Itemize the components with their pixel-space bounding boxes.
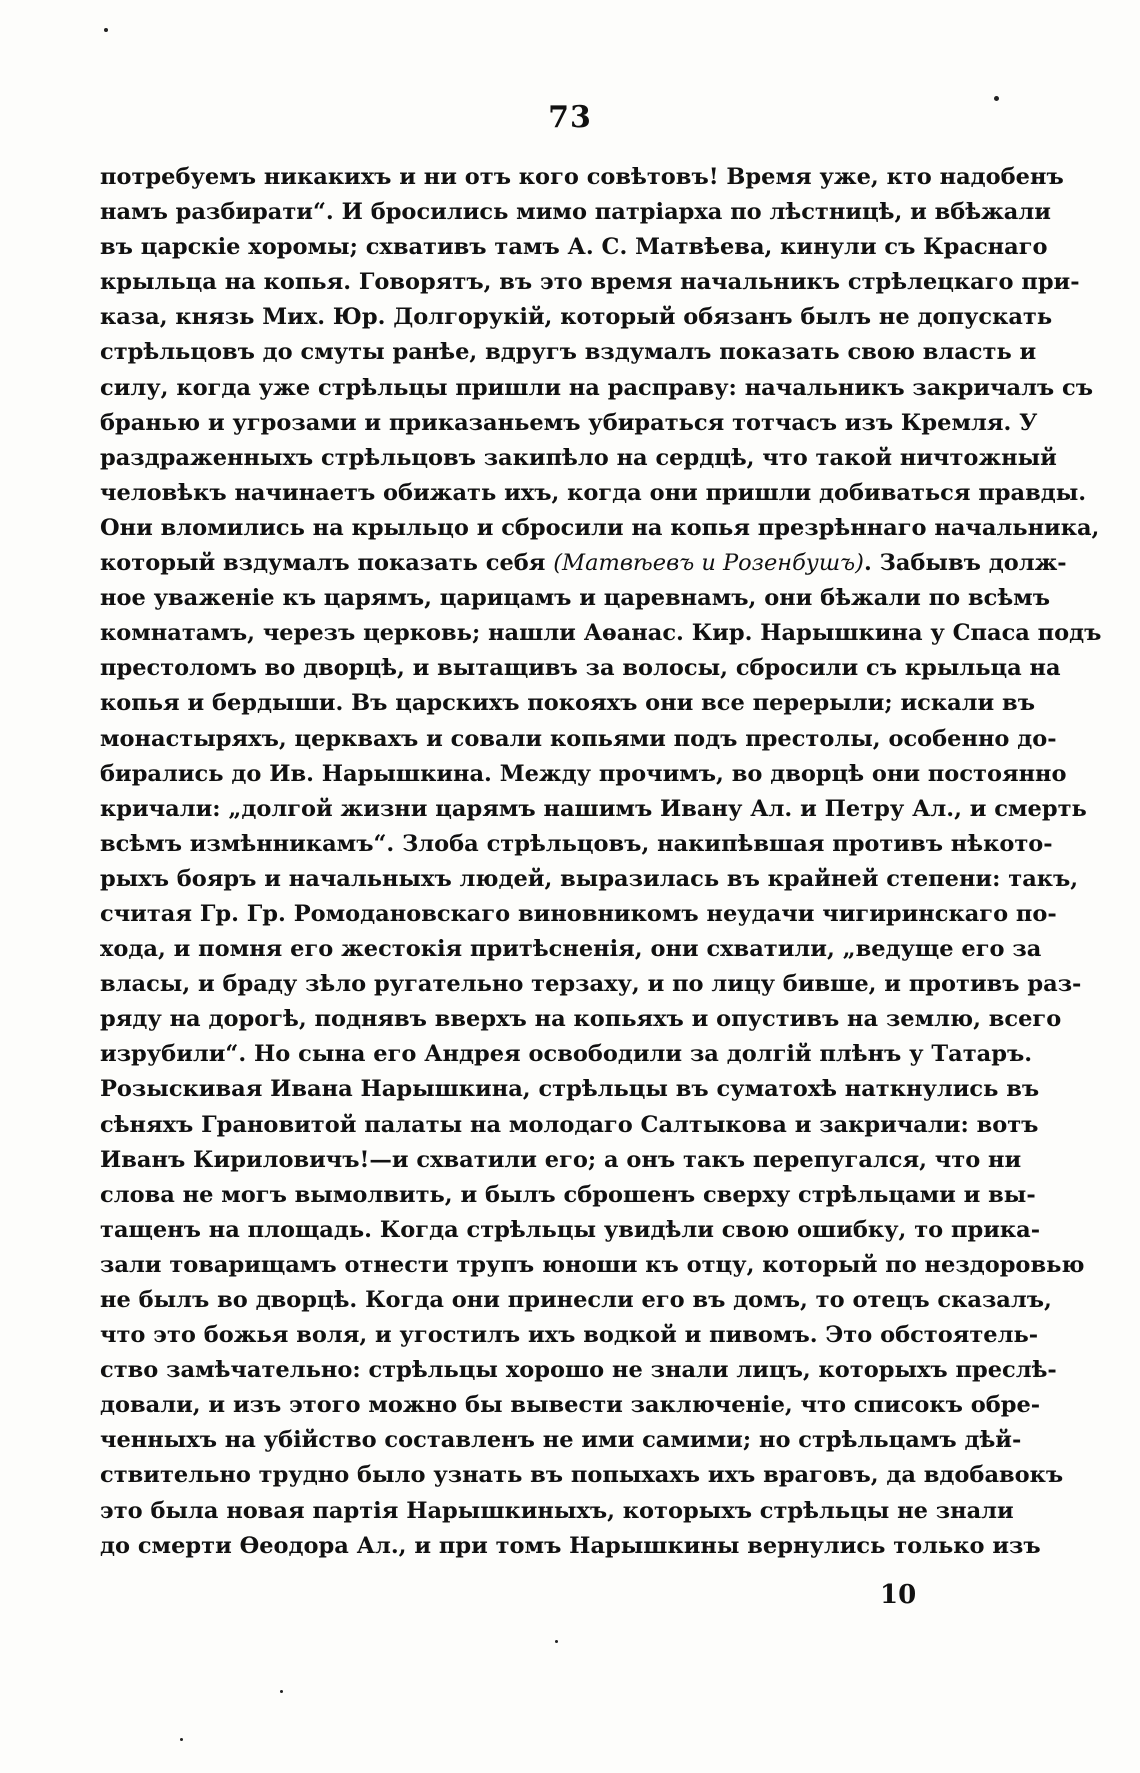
- text-line: ствительно трудно было узнать въ попыхахъ ихъ враговъ, да вдобавокъ: [100, 1462, 1064, 1489]
- scan-speck: [280, 1690, 283, 1693]
- text-line: кричали: „долгой жизни царямъ нашимъ Ивану Ал. и Петру Ал., и смерть: [100, 795, 1087, 822]
- text-line: не былъ во дворцѣ. Когда они принесли его въ домъ, то отецъ сказалъ,: [100, 1287, 1052, 1313]
- text-line: ное уваженіе къ царямъ, царицамъ и царевнамъ, они бѣжали по всѣмъ: [100, 585, 1050, 612]
- text-line: престоломъ во дворцѣ, и вытащивъ за волосы, сбросили съ крыльца на: [100, 655, 1061, 682]
- scan-speck: [104, 28, 108, 32]
- text-line: монастыряхъ, церквахъ и совали копьями подъ престолы, особенно до-: [100, 725, 1057, 752]
- text-line: силу, когда уже стрѣльцы пришли на расправу: начальникъ закричалъ съ: [100, 374, 1093, 401]
- italic-citation: (Матвѣевъ и Розенбушъ): [553, 550, 864, 577]
- text-line: рыхъ бояръ и начальныхъ людей, выразилась въ крайней степени: такъ,: [100, 865, 1079, 892]
- text-line: каза, князь Мих. Юр. Долгорукій, который обязанъ былъ не допускать: [100, 304, 1053, 331]
- text-line: ство замѣчательно: стрѣльцы хорошо не знали лицъ, которыхъ преслѣ-: [100, 1357, 1057, 1384]
- signature-mark: 10: [880, 1580, 917, 1610]
- text-line: ряду на дорогѣ, поднявъ вверхъ на копьяхъ и опустивъ на землю, всего: [100, 1006, 1062, 1033]
- text-line: комнатамъ, черезъ церковь; нашли Аѳанас. Кир. Нарышкина у Спаса подъ: [100, 620, 1102, 647]
- text-line: сѣняхъ Грановитой палаты на молодаго Салтыкова и закричали: вотъ: [100, 1111, 1039, 1138]
- scan-speck: [180, 1738, 183, 1741]
- text-line: раздраженныхъ стрѣльцовъ закипѣло на сердцѣ, что такой ничтожный: [100, 444, 1057, 471]
- text-line: всѣмъ измѣнникамъ“. Злоба стрѣльцовъ, накипѣвшая противъ нѣкото-: [100, 830, 1053, 857]
- page-body-text: [100, 160, 1102, 1564]
- text-line: намъ разбирати“. И бросились мимо патріарха по лѣстницѣ, и вбѣжали: [100, 199, 1051, 226]
- text-line: это была новая партія Нарышкиныхъ, которыхъ стрѣльцы не знали: [100, 1497, 1014, 1524]
- text-line: считая Гр. Гр. Ромодановскаго виновникомъ неудачи чигиринскаго по-: [100, 900, 1057, 927]
- text-line: изрубили“. Но сына его Андрея освободили за долгій плѣнъ у Татаръ.: [100, 1041, 1033, 1068]
- text-line: тащенъ на площадь. Когда стрѣльцы увидѣли свою ошибку, то прика-: [100, 1216, 1041, 1243]
- text-line: слова не могъ вымолвить, и былъ сброшенъ сверху стрѣльцами и вы-: [100, 1181, 1036, 1208]
- text-line: до смерти Ѳеодора Ал., и при томъ Нарышкины вернулись только изъ: [100, 1532, 1041, 1559]
- scan-speck: [994, 96, 999, 101]
- text-line: довали, и изъ этого можно бы вывести заключеніе, что списокъ обре-: [100, 1392, 1041, 1419]
- text-line: въ царскіе хоромы; схвативъ тамъ А. С. Матвѣева, кинули съ Краснаго: [100, 234, 1048, 261]
- scan-speck: [555, 1640, 558, 1643]
- page-number: 73: [548, 100, 592, 135]
- text-line: хода, и помня его жестокія притѣсненія, они схватили, „ведуще его за: [100, 936, 1042, 963]
- text-line: стрѣльцовъ до смуты ранѣе, вдругъ вздумалъ показать свою власть и: [100, 339, 1037, 366]
- text-line: копья и бердыши. Въ царскихъ покояхъ они все перерыли; искали въ: [100, 690, 1035, 717]
- text-line: Иванъ Кириловичъ!—и схватили его; а онъ такъ перепугался, что ни: [100, 1146, 1022, 1173]
- text-line: Они вломились на крыльцо и сбросили на копья презрѣннаго начальника,: [100, 514, 1100, 541]
- text-line: Розыскивая Ивана Нарышкина, стрѣльцы въ суматохѣ наткнулись въ: [100, 1076, 1040, 1103]
- text-line: крыльца на копья. Говорятъ, въ это время начальникъ стрѣлецкаго при-: [100, 269, 1080, 296]
- text-line: который вздумалъ показать себя (Матвѣевъ и Розенбушъ). Забывъ долж-: [100, 550, 1067, 577]
- text-line: ченныхъ на убійство составленъ не ими самими; но стрѣльцамъ дѣй-: [100, 1427, 1022, 1454]
- text-line: что это божья воля, и угостилъ ихъ водкой и пивомъ. Это обстоятель-: [100, 1322, 1039, 1349]
- text-line: зали товарищамъ отнести трупъ юноши къ отцу, который по нездоровью: [100, 1251, 1085, 1278]
- text-line: власы, и браду зѣло ругательно терзаху, и по лицу бивше, и противъ раз-: [100, 971, 1082, 998]
- text-line: потребуемъ никакихъ и ни отъ кого совѣтовъ! Время уже, кто надобенъ: [100, 164, 1064, 190]
- text-line: человѣкъ начинаетъ обижать ихъ, когда они пришли добиваться правды.: [100, 479, 1087, 506]
- text-line: бранью и угрозами и приказаньемъ убираться тотчасъ изъ Кремля. У: [100, 409, 1038, 436]
- text-line: бирались до Ив. Нарышкина. Между прочимъ, во дворцѣ они постоянно: [100, 760, 1067, 787]
